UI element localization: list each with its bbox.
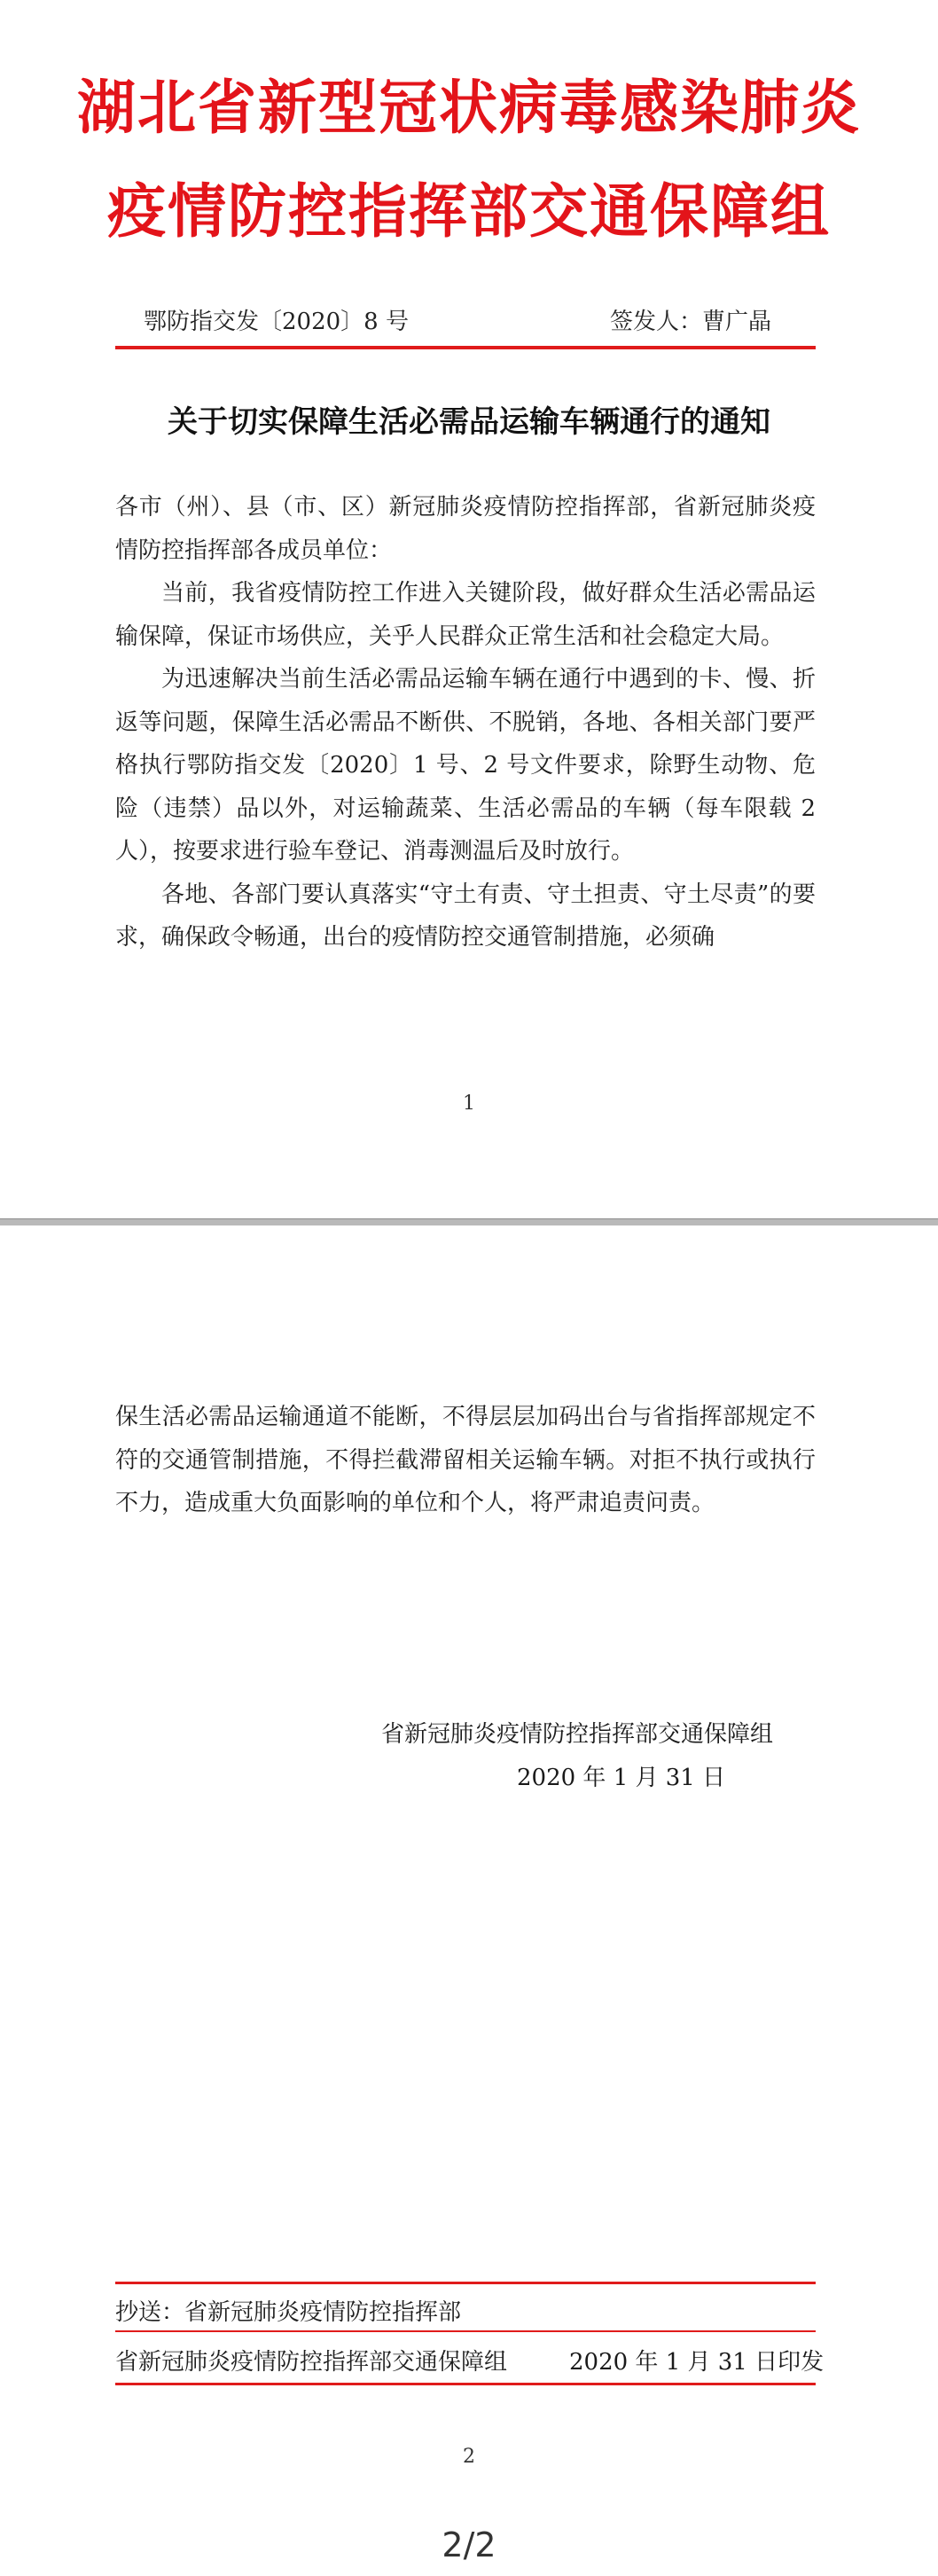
page-indicator: 2/2 [442,2525,496,2564]
page-number-2: 2 [463,2446,475,2468]
body-paragraph: 各地、各部门要认真落实“守土有责、守土担责、守土尽责”的要求，确保政令畅通，出台的疫情防控交通管制措施，必须确 [115,881,816,951]
header-red-rule [115,346,816,349]
document-page-1 [0,0,938,1218]
footer-red-rule-bottom [115,2383,816,2385]
body-paragraph: 各市（州）、县（市、区）新冠肺炎疫情防控指挥部，省新冠肺炎疫情防控指挥部各成员单位： [115,494,816,564]
document-number: 鄂防指交发〔2020〕8 号 [144,309,409,335]
notice-title: 关于切实保障生活必需品运输车辆通行的通知 [168,404,770,440]
signer: 签发人：曹广晶 [610,309,772,335]
footer-red-rule-middle [115,2330,816,2332]
body-paragraph: 当前，我省疫情防控工作进入关键阶段，做好群众生活必需品运输保障，保证市场供应，关乎人民群众正常生活和社会稳定大局。 [115,580,816,650]
issue-date: 2020 年 1 月 31 日印发 [569,2349,825,2376]
issuing-organization: 省新冠肺炎疫情防控指挥部交通保障组 [115,2349,508,2376]
signature-date: 2020 年 1 月 31 日 [517,1765,726,1791]
body-paragraph: 为迅速解决当前生活必需品运输车辆在通行中遇到的卡、慢、折返等问题，保障生活必需品不断供、不脱销，各地、各相关部门要严格执行鄂防指交发〔2020〕1 号、2 号文件要求，除野生动物、危险（违禁）品以外，对运输蔬菜、生活必需品的车辆（每车限载 2 人），按要求进行验车登记、消毒测温后及时放行。 [115,666,816,865]
page1-body [115,486,816,959]
page2-body [115,1396,816,1525]
doc-title-line-2: 疫情防控指挥部交通保障组 [107,177,831,246]
cc-recipients: 抄送：省新冠肺炎疫情防控指挥部 [115,2299,462,2326]
signature-organization: 省新冠肺炎疫情防控指挥部交通保障组 [381,1721,774,1748]
page-number-1: 1 [463,1092,475,1115]
body-paragraph: 保生活必需品运输通道不能断，不得层层加码出台与省指挥部规定不符的交通管制措施，不得拦截滞留相关运输车辆。对拒不执行或执行不力，造成重大负面影响的单位和个人，将严肃追责问责。 [115,1404,816,1516]
footer-red-rule-top [115,2282,816,2284]
doc-title-line-1: 湖北省新型冠状病毒感染肺炎 [77,74,861,142]
